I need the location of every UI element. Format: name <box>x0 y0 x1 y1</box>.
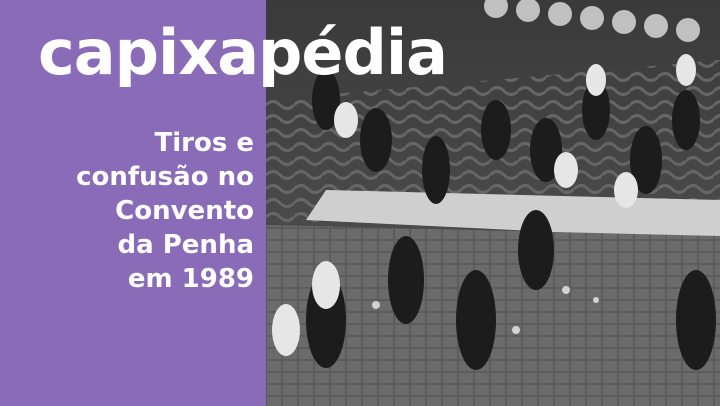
brand-wordmark: capixapédia <box>38 16 447 89</box>
article-headline <box>14 126 254 296</box>
headline-line: Convento <box>115 196 254 226</box>
headline-line: Tiros e <box>154 128 254 158</box>
headline-line: da Penha <box>117 230 254 260</box>
headline-line: em 1989 <box>127 264 254 294</box>
headline-line: confusão no <box>76 162 254 192</box>
